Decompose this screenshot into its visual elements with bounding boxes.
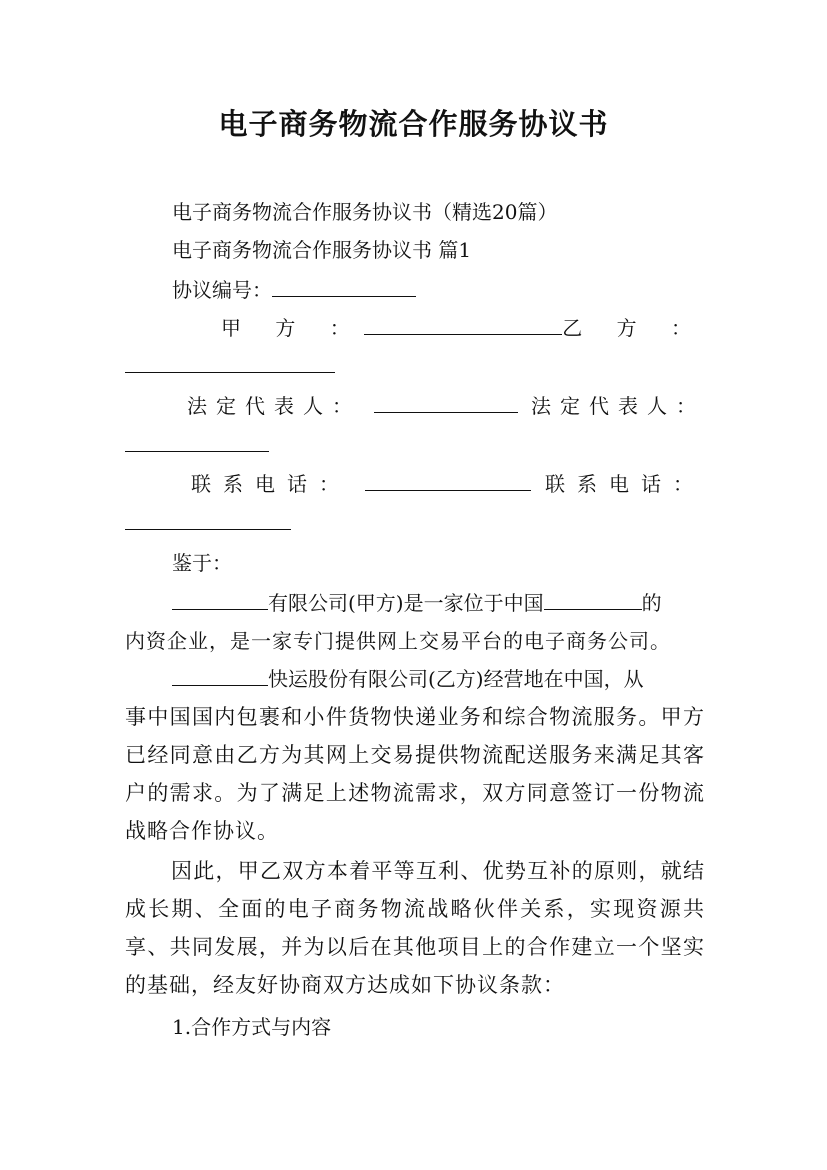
party-row [125,309,705,347]
agreement-number-row [172,271,752,309]
legal-rep-a-blank [374,390,518,413]
legal-rep-b-label: 法定代表人： [531,394,705,418]
whereas-label: 鉴于： [172,551,232,575]
party-a-label: 甲 方 ： [221,316,364,340]
para-a-line-2: 内资企业，是一家专门提供网上交易平台的电子商务公司。 [125,629,671,653]
para-a-text-2: 的 [641,591,662,615]
collection-subtitle: 电子商务物流合作服务协议书（精选20篇） [172,200,558,224]
phone-a-blank [365,468,531,491]
phone-b-blank [125,507,291,530]
agreement-number-label: 协议编号： [172,278,272,302]
party-b-label: 乙 方 ： [562,316,705,340]
phone-row [125,465,705,503]
phone-b-blank-row [125,504,705,542]
legal-rep-row [125,387,705,425]
party-b-blank-row [125,347,705,385]
legal-rep-a-label: 法定代表人： [187,394,361,418]
para-b-body: 事中国国内包裹和小件货物快递业务和综合物流服务。甲方已经同意由乙方为其网上交易提供物流配送服务来满足其客户的需求。为了满足上述物流需求，双方同意签订一份物流战略合作协议。 [125,705,705,843]
legal-rep-b-blank [125,429,269,452]
party-b-blank [125,350,335,373]
party-a-company-blank [172,587,268,610]
document-title: 电子商务物流合作服务协议书 [218,107,609,141]
party-b-company-blank [172,663,268,686]
phone-a-label: 联系电话： [191,472,351,496]
phone-b-label: 联系电话： [545,472,705,496]
legal-rep-b-blank-row [125,426,705,464]
section-1-heading: 1.合作方式与内容 [172,1015,332,1039]
party-a-blank [364,312,563,335]
para-c-body: 因此，甲乙双方本着平等互利、优势互补的原则，就结成长期、全面的电子商务物流战略伙伴关系，实现资源共享、共同发展，并为以后在其他项目上的合作建立一个坚实的基础，经友好协商双方达成如下协议条款： [125,859,705,997]
chapter-subtitle: 电子商务物流合作服务协议书 篇1 [172,238,472,262]
para-b-line-1 [172,660,704,698]
para-b-text-1: 快运股份有限公司(乙方)经营地在中国，从 [268,667,644,691]
para-a-text-1: 有限公司(甲方)是一家位于中国 [268,591,544,615]
agreement-number-blank [272,274,416,297]
para-a-line-1 [172,584,704,622]
party-a-location-blank [544,587,642,610]
